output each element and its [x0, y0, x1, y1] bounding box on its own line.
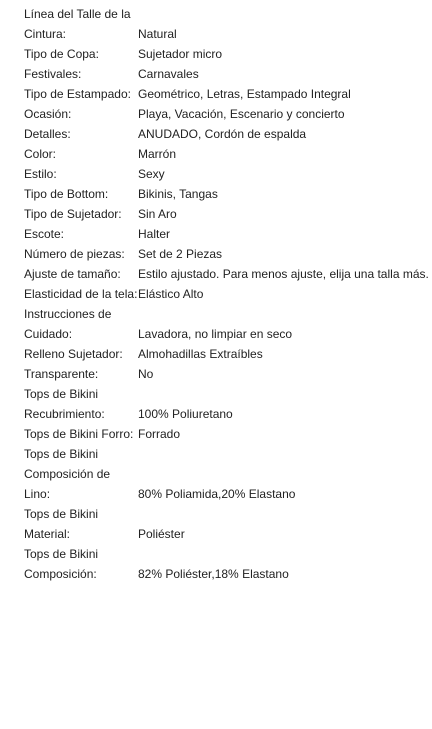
spec-row [24, 224, 432, 244]
spec-row [24, 64, 432, 84]
spec-value: ANUDADO, Cordón de espalda [138, 127, 307, 141]
spec-key: Tops de Bikini Recubrimiento: [24, 387, 105, 421]
spec-key: Tops de Bikini Forro: [24, 427, 134, 441]
spec-key: Escote: [24, 227, 65, 241]
spec-row [24, 304, 432, 344]
spec-key: Ajuste de tamaño: [24, 267, 121, 281]
spec-value: 82% Poliéster,18% Elastano [138, 567, 289, 581]
spec-row [24, 504, 432, 544]
spec-row [24, 544, 432, 584]
spec-row [24, 44, 432, 64]
spec-value: Marrón [138, 147, 177, 161]
spec-key: Ocasión: [24, 107, 72, 121]
spec-key: Instrucciones de Cuidado: [24, 307, 112, 341]
spec-row [24, 104, 432, 124]
spec-key: Tops de Bikini Composición: [24, 547, 99, 581]
spec-row [24, 144, 432, 164]
spec-value: Sexy [138, 167, 165, 181]
spec-row [24, 364, 432, 384]
spec-value: Estilo ajustado. Para menos ajuste, elija una talla más. [138, 267, 429, 281]
spec-value: Elástico Alto [138, 287, 204, 301]
spec-value: Natural [138, 27, 177, 41]
spec-value: Lavadora, no limpiar en seco [138, 327, 293, 341]
spec-value: 100% Poliuretano [138, 407, 233, 421]
spec-value: Poliéster [138, 527, 185, 541]
spec-row [24, 184, 432, 204]
spec-key: Transparente: [24, 367, 99, 381]
spec-value: 80% Poliamida,20% Elastano [138, 487, 296, 501]
product-specs-list [24, 4, 432, 584]
spec-row [24, 124, 432, 144]
spec-key: Tipo de Sujetador: [24, 207, 122, 221]
spec-value: Geométrico, Letras, Estampado Integral [138, 87, 351, 101]
spec-key: Relleno Sujetador: [24, 347, 123, 361]
spec-row [24, 424, 432, 444]
spec-key: Elasticidad de la tela: [24, 287, 138, 301]
spec-value: Forrado [138, 427, 181, 441]
spec-row [24, 384, 432, 424]
spec-value: Set de 2 Piezas [138, 247, 223, 261]
spec-key: Línea del Talle de la Cintura: [24, 7, 131, 41]
spec-key: Tipo de Estampado: [24, 87, 131, 101]
spec-key: Festivales: [24, 67, 82, 81]
spec-key: Tipo de Copa: [24, 47, 99, 61]
spec-key: Tops de Bikini Composición de Lino: [24, 447, 111, 501]
spec-value: Sin Aro [138, 207, 177, 221]
spec-row [24, 164, 432, 184]
spec-row [24, 444, 432, 504]
spec-row [24, 244, 432, 264]
spec-value: Playa, Vacación, Escenario y concierto [138, 107, 345, 121]
spec-row [24, 264, 432, 284]
spec-value: Carnavales [138, 67, 199, 81]
spec-value: Sujetador micro [138, 47, 223, 61]
spec-row [24, 4, 432, 44]
spec-key: Color: [24, 147, 57, 161]
spec-value: No [138, 367, 154, 381]
spec-row [24, 204, 432, 224]
spec-key: Detalles: [24, 127, 71, 141]
spec-value: Halter [138, 227, 171, 241]
spec-key: Tipo de Bottom: [24, 187, 109, 201]
spec-row [24, 84, 432, 104]
spec-row [24, 344, 432, 364]
spec-value: Bikinis, Tangas [138, 187, 218, 201]
spec-key: Estilo: [24, 167, 57, 181]
spec-value: Almohadillas Extraíbles [138, 347, 263, 361]
spec-row [24, 284, 432, 304]
spec-key: Tops de Bikini Material: [24, 507, 99, 541]
spec-key: Número de piezas: [24, 247, 125, 261]
